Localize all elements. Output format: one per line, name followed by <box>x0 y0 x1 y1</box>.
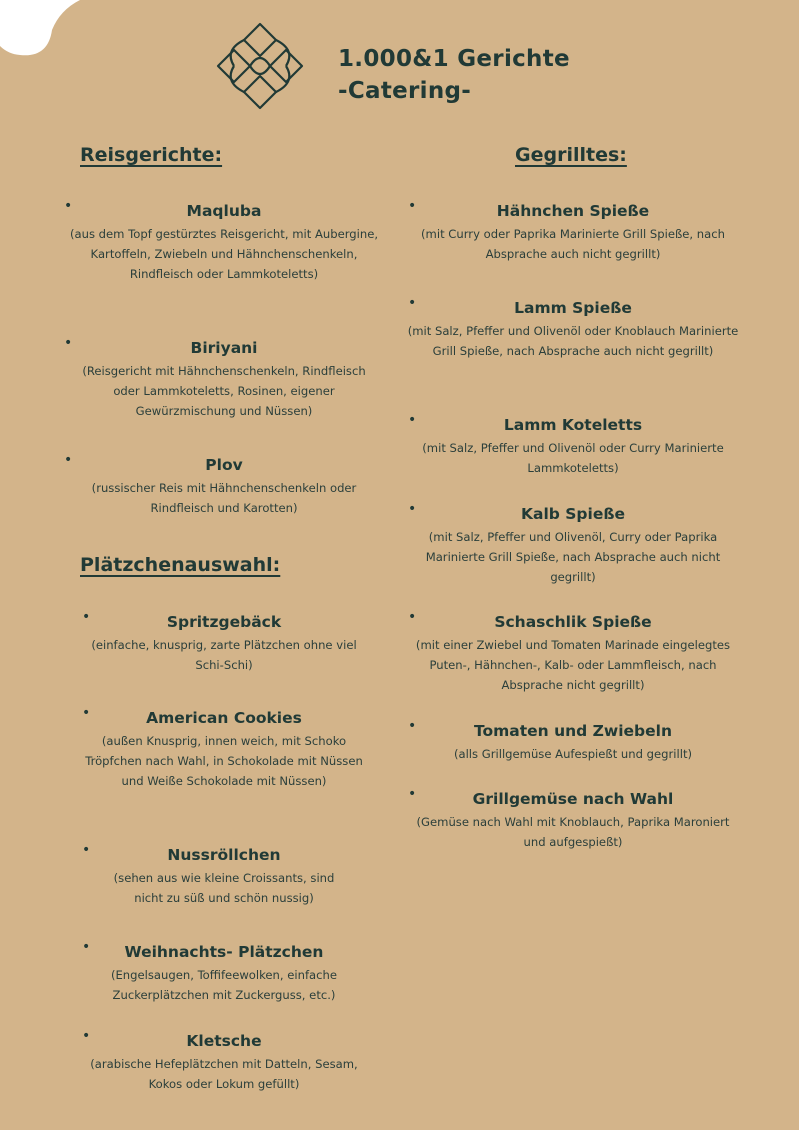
menu-item: • American Cookies (außen Knusprig, innen weich, mit Schoko Tröpfchen nach Wahl, in Schokolade mit Nüssen und Weiße Schokolade mit Nüssen) <box>68 707 380 791</box>
section-title-cookies: Plätzchenauswahl: <box>80 554 281 576</box>
menu-item: • Maqluba (aus dem Topf gestürztes Reisgericht, mit Aubergine, Kartoffeln, Zwiebeln und Hähnchenschenkeln, Rindfleisch oder Lammkoteletts) <box>68 200 380 284</box>
menu-item-description: (Gemüse nach Wahl mit Knoblauch, Paprika Maroniert und aufgespießt) <box>416 815 730 849</box>
menu-item-name: Plov <box>205 456 243 474</box>
menu-item: • Nussröllchen (sehen aus wie kleine Croissants, sind nicht zu süß und schön nussig) <box>68 844 380 908</box>
menu-item: • Spritzgebäck (einfache, knusprig, zarte Plätzchen ohne viel Schi-Schi) <box>68 611 380 675</box>
menu-item-description: (außen Knusprig, innen weich, mit Schoko Tröpfchen nach Wahl, in Schokolade mit Nüssen und Weiße Schokolade mit Nüssen) <box>85 734 363 788</box>
menu-item-description: (russischer Reis mit Hähnchenschenkeln oder Rindfleisch und Karotten) <box>91 481 357 515</box>
menu-item: • Hähnchen Spieße (mit Curry oder Paprika Marinierte Grill Spieße, nach Absprache auch nicht gegrillt) <box>408 200 738 264</box>
menu-item-description: (mit Curry oder Paprika Marinierte Grill Spieße, nach Absprache auch nicht gegrillt) <box>421 227 725 261</box>
menu-item-description: (mit Salz, Pfeffer und Olivenöl oder Curry Marinierte Lammkoteletts) <box>422 441 724 475</box>
menu-item: • Kalb Spieße (mit Salz, Pfeffer und Olivenöl, Curry oder Paprika Marinierte Grill Spieße, nach Absprache auch nicht gegrillt) <box>408 503 738 587</box>
menu-item: • Kletsche (arabische Hefeplätzchen mit Datteln, Sesam, Kokos oder Lokum gefüllt) <box>68 1030 380 1094</box>
menu-item-name: Hähnchen Spieße <box>496 202 650 220</box>
menu-item-name: Biriyani <box>190 339 258 357</box>
section-title-rice: Reisgerichte: <box>80 144 223 166</box>
menu-item: • Weihnachts- Plätzchen (Engelsaugen, Toffifeewolken, einfache Zuckerplätzchen mit Zuckerguss, etc.) <box>68 941 380 1005</box>
menu-item-description: (mit einer Zwiebel und Tomaten Marinade eingelegtes Puten-, Hähnchen-, Kalb- oder Lammfleisch, nach Absprache nicht gegrillt) <box>415 638 731 692</box>
menu-item-name: American Cookies <box>146 709 302 727</box>
menu-item: • Grillgemüse nach Wahl (Gemüse nach Wahl mit Knoblauch, Paprika Maroniert und aufgespießt) <box>408 788 738 852</box>
menu-item-name: Spritzgebäck <box>166 613 282 631</box>
menu-item-description: (mit Salz, Pfeffer und Olivenöl oder Knoblauch Marinierte Grill Spieße, nach Absprache auch nicht gegrillt) <box>407 324 739 358</box>
brand-title-line1: 1.000&1 Gerichte <box>338 46 570 72</box>
menu-item-description: (mit Salz, Pfeffer und Olivenöl, Curry oder Paprika Marinierte Grill Spieße, nach Absprache auch nicht gegrillt) <box>425 530 721 584</box>
menu-item-description: (aus dem Topf gestürztes Reisgericht, mit Aubergine, Kartoffeln, Zwiebeln und Hähnchenschenkeln, Rindfleisch oder Lammkoteletts) <box>69 227 379 281</box>
corner-decoration <box>0 0 110 70</box>
menu-item-name: Weihnachts- Plätzchen <box>124 943 324 961</box>
menu-item-description: (sehen aus wie kleine Croissants, sind nicht zu süß und schön nussig) <box>113 871 335 905</box>
menu-item: • Lamm Koteletts (mit Salz, Pfeffer und Olivenöl oder Curry Marinierte Lammkoteletts) <box>408 414 738 478</box>
menu-item-name: Kalb Spieße <box>520 505 626 523</box>
menu-item-description: (Reisgericht mit Hähnchenschenkeln, Rindfleisch oder Lammkoteletts, Rosinen, eigener Gewürzmischung und Nüssen) <box>82 364 366 418</box>
menu-item-name: Grillgemüse nach Wahl <box>472 790 674 808</box>
menu-item-name: Kletsche <box>186 1032 262 1050</box>
section-title-grilled: Gegrilltes: <box>515 144 627 166</box>
menu-item-name: Tomaten und Zwiebeln <box>473 722 673 740</box>
menu-item-name: Nussröllchen <box>167 846 281 864</box>
menu-item-name: Lamm Koteletts <box>503 416 643 434</box>
menu-item-name: Maqluba <box>186 202 262 220</box>
menu-item-name: Schaschlik Spieße <box>494 613 652 631</box>
menu-item-description: (Engelsaugen, Toffifeewolken, einfache Zuckerplätzchen mit Zuckerguss, etc.) <box>110 968 338 1002</box>
menu-item: • Tomaten und Zwiebeln (alls Grillgemüse Aufespießt und gegrillt) <box>408 720 738 764</box>
menu-item-description: (einfache, knusprig, zarte Plätzchen ohne viel Schi-Schi) <box>91 638 357 672</box>
brand-title <box>338 43 570 107</box>
brand-title-line2: -Catering- <box>338 78 472 104</box>
menu-item: • Biriyani (Reisgericht mit Hähnchenschenkeln, Rindfleisch oder Lammkoteletts, Rosinen, eigener Gewürzmischung und Nüssen) <box>68 337 380 421</box>
menu-item-description: (alls Grillgemüse Aufespießt und gegrillt) <box>453 747 693 761</box>
menu-item-description: (arabische Hefeplätzchen mit Datteln, Sesam, Kokos oder Lokum gefüllt) <box>90 1057 358 1091</box>
menu-item: • Lamm Spieße (mit Salz, Pfeffer und Olivenöl oder Knoblauch Marinierte Grill Spieße, nach Absprache auch nicht gegrillt) <box>400 297 746 361</box>
menu-item: • Schaschlik Spieße (mit einer Zwiebel und Tomaten Marinade eingelegtes Puten-, Hähnchen-, Kalb- oder Lammfleisch, nach Absprache nicht gegrillt) <box>408 611 738 695</box>
menu-item-name: Lamm Spieße <box>514 299 632 317</box>
menu-item: • Plov (russischer Reis mit Hähnchenschenkeln oder Rindfleisch und Karotten) <box>68 454 380 518</box>
celtic-knot-icon <box>214 20 306 112</box>
